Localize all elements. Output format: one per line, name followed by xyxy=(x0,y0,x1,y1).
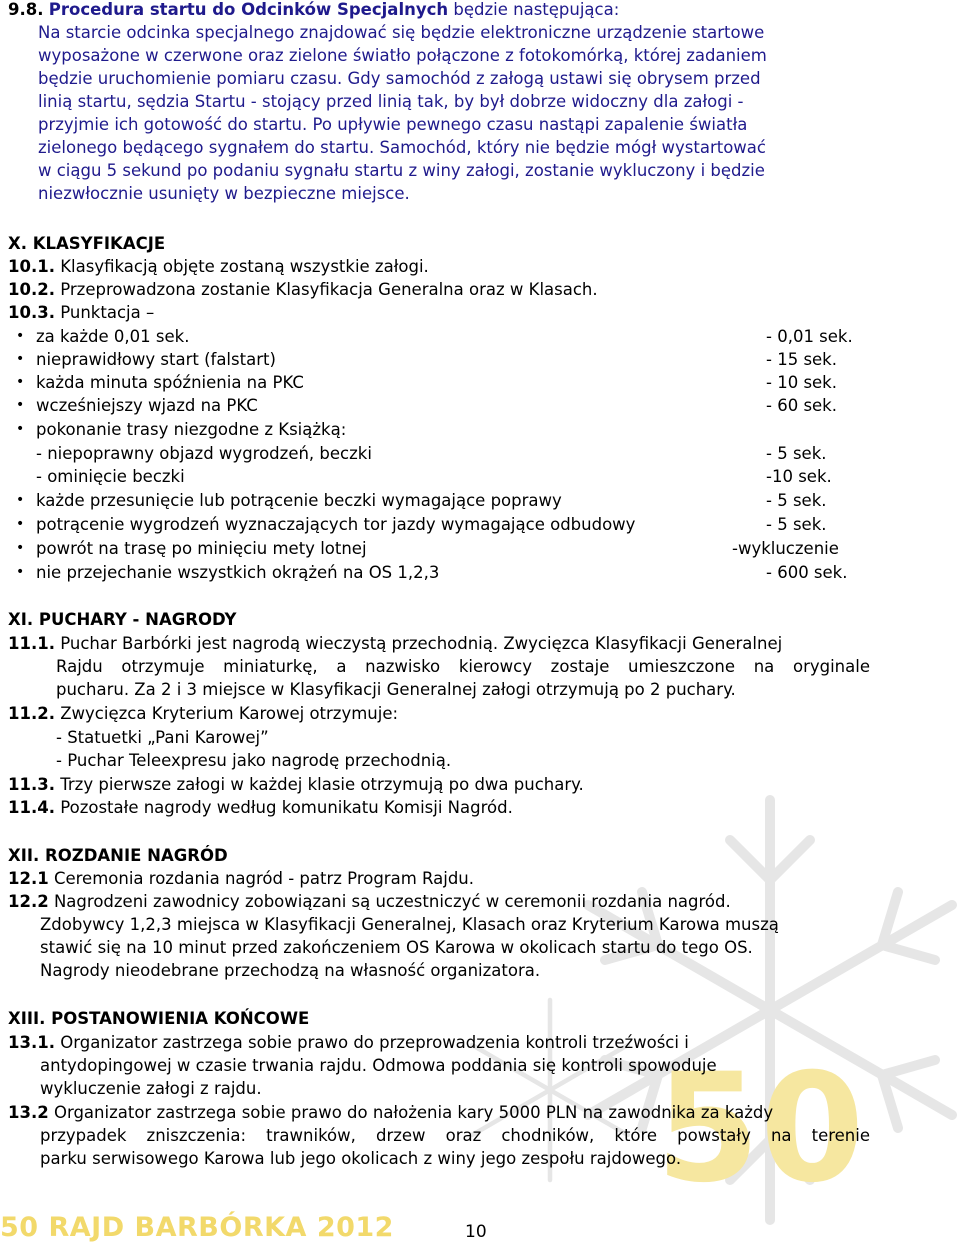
item-13-2: 13.2 Organizator zastrzega sobie prawo do nałożenia kary 5000 PLN na zawodnika za każdy xyxy=(8,1103,774,1122)
item-11-2: 11.2. Zwycięzca Kryterium Karowej otrzymuje: xyxy=(8,704,399,723)
item-11-3: 11.3. Trzy pierwsze załogi w każdej klasie otrzymują po dwa puchary. xyxy=(8,775,584,794)
paragraph-line: - Puchar Teleexpresu jako nagrodę przechodnią. xyxy=(56,751,452,770)
penalty-value: -10 sek. xyxy=(766,467,832,486)
item-13-1: 13.1. Organizator zastrzega sobie prawo do przeprowadzenia kontroli trzeźwości i xyxy=(8,1033,689,1052)
penalty-label: • powrót na trasę po minięciu mety lotnej xyxy=(36,537,367,560)
footer-title: 50 RAJD BARBÓRKA 2012 xyxy=(0,1212,394,1243)
paragraph-line: niezwłocznie usunięty w bezpieczne miejsce. xyxy=(38,184,410,203)
paragraph-line: Rajdu otrzymuje miniaturkę, a nazwisko kierowcy zostaje umieszczone na oryginale xyxy=(56,657,870,676)
item-12-2: 12.2 Nagrodzeni zawodnicy zobowiązani są uczestniczyć w ceremonii rozdania nagród. xyxy=(8,892,731,911)
section-xi-heading: XI. PUCHARY - NAGRODY xyxy=(8,610,237,629)
penalty-label: - ominięcie beczki xyxy=(36,467,185,486)
paragraph-line: w ciągu 5 sekund po podaniu sygnału startu z winy załogi, zostanie wykluczony i będzie xyxy=(38,161,765,180)
paragraph-line: wyposażone w czerwone oraz zielone światło połączone z fotokomórką, której zadaniem xyxy=(38,46,767,65)
paragraph-line: będzie uruchomienie pomiaru czasu. Gdy samochód z załogą ustawi się obrysem przed xyxy=(38,69,761,88)
penalty-value: -wykluczenie xyxy=(732,539,839,558)
penalty-value: - 10 sek. xyxy=(766,373,837,392)
item-11-1: 11.1. Puchar Barbórki jest nagrodą wieczystą przechodnią. Zwycięzca Klasyfikacji Generalnej xyxy=(8,634,783,653)
penalty-label: - niepoprawny objazd wygrodzeń, beczki xyxy=(36,444,372,463)
snowflake-watermark xyxy=(470,760,960,1250)
paragraph-line: przyjmie ich gotowość do startu. Po upływie pewnego czasu nastąpi zapalenie światła xyxy=(38,115,748,134)
item-10-2: 10.2. Przeprowadzona zostanie Klasyfikacja Generalna oraz w Klasach. xyxy=(8,280,598,299)
item-12-1: 12.1 Ceremonia rozdania nagród - patrz Program Rajdu. xyxy=(8,869,474,888)
penalty-value: - 5 sek. xyxy=(766,491,827,510)
penalty-value: - 15 sek. xyxy=(766,350,837,369)
item-11-4: 11.4. Pozostałe nagrody według komunikatu Komisji Nagród. xyxy=(8,798,513,817)
penalty-value: - 5 sek. xyxy=(766,515,827,534)
watermark-number: 50 xyxy=(655,1042,865,1216)
section-9-8-title: 9.8. Procedura startu do Odcinków Specjalnych będzie następująca: xyxy=(8,0,620,19)
penalty-label: • każda minuta spóźnienia na PKC xyxy=(36,371,304,394)
section-xii-heading: XII. ROZDANIE NAGRÓD xyxy=(8,846,228,865)
item-10-1: 10.1. Klasyfikacją objęte zostaną wszystkie załogi. xyxy=(8,257,429,276)
penalty-value: - 5 sek. xyxy=(766,444,827,463)
section-xiii-heading: XIII. POSTANOWIENIA KOŃCOWE xyxy=(8,1009,310,1028)
paragraph-line: Nagrody nieodebrane przechodzą na własność organizatora. xyxy=(40,961,541,980)
paragraph-line: Na starcie odcinka specjalnego znajdować się będzie elektroniczne urządzenie startowe xyxy=(38,23,765,42)
paragraph-line: Zdobywcy 1,2,3 miejsca w Klasyfikacji Generalnej, Klasach oraz Kryterium Karowa muszą xyxy=(40,915,779,934)
penalty-label: • potrącenie wygrodzeń wyznaczających tor jazdy wymagające odbudowy xyxy=(36,513,635,536)
penalty-label: • nieprawidłowy start (falstart) xyxy=(36,348,276,371)
penalty-label: • wcześniejszy wjazd na PKC xyxy=(36,394,258,417)
paragraph-line: linią startu, sędzia Startu - stojący przed linią tak, by był dobrze widoczny dla załogi - xyxy=(38,92,744,111)
page-number: 10 xyxy=(465,1222,487,1242)
paragraph-line: parku serwisowego Karowa lub jego okolicach z winy jego zespołu rajdowego. xyxy=(40,1149,682,1168)
penalty-label: • pokonanie trasy niezgodne z Książką: xyxy=(36,418,346,441)
paragraph-line: zielonego będącego sygnałem do startu. Samochód, który nie będzie mógł wystartować xyxy=(38,138,766,157)
paragraph-line: stawić się na 10 minut przed zakończeniem OS Karowa w okolicach startu do tego OS. xyxy=(40,938,753,957)
penalty-value: - 60 sek. xyxy=(766,396,837,415)
penalty-value: - 600 sek. xyxy=(766,563,848,582)
section-x-heading: X. KLASYFIKACJE xyxy=(8,234,166,253)
penalty-label: • za każde 0,01 sek. xyxy=(36,325,189,348)
paragraph-line: pucharu. Za 2 i 3 miejsce w Klasyfikacji Generalnej załogi otrzymują po 2 puchary. xyxy=(56,680,736,699)
item-10-3: 10.3. Punktacja – xyxy=(8,303,155,322)
paragraph-line: przypadek zniszczenia: trawników, drzew oraz chodników, które powstały na terenie xyxy=(40,1126,870,1145)
paragraph-line: wykluczenie załogi z rajdu. xyxy=(40,1079,262,1098)
penalty-value: - 0,01 sek. xyxy=(766,327,853,346)
paragraph-line: antydopingowej w czasie trwania rajdu. Odmowa poddania się kontroli spowoduje xyxy=(40,1056,717,1075)
paragraph-line: - Statuetki „Pani Karowej” xyxy=(56,728,269,747)
penalty-label: • nie przejechanie wszystkich okrążeń na OS 1,2,3 xyxy=(36,561,439,584)
penalty-label: • każde przesunięcie lub potrącenie beczki wymagające poprawy xyxy=(36,489,562,512)
